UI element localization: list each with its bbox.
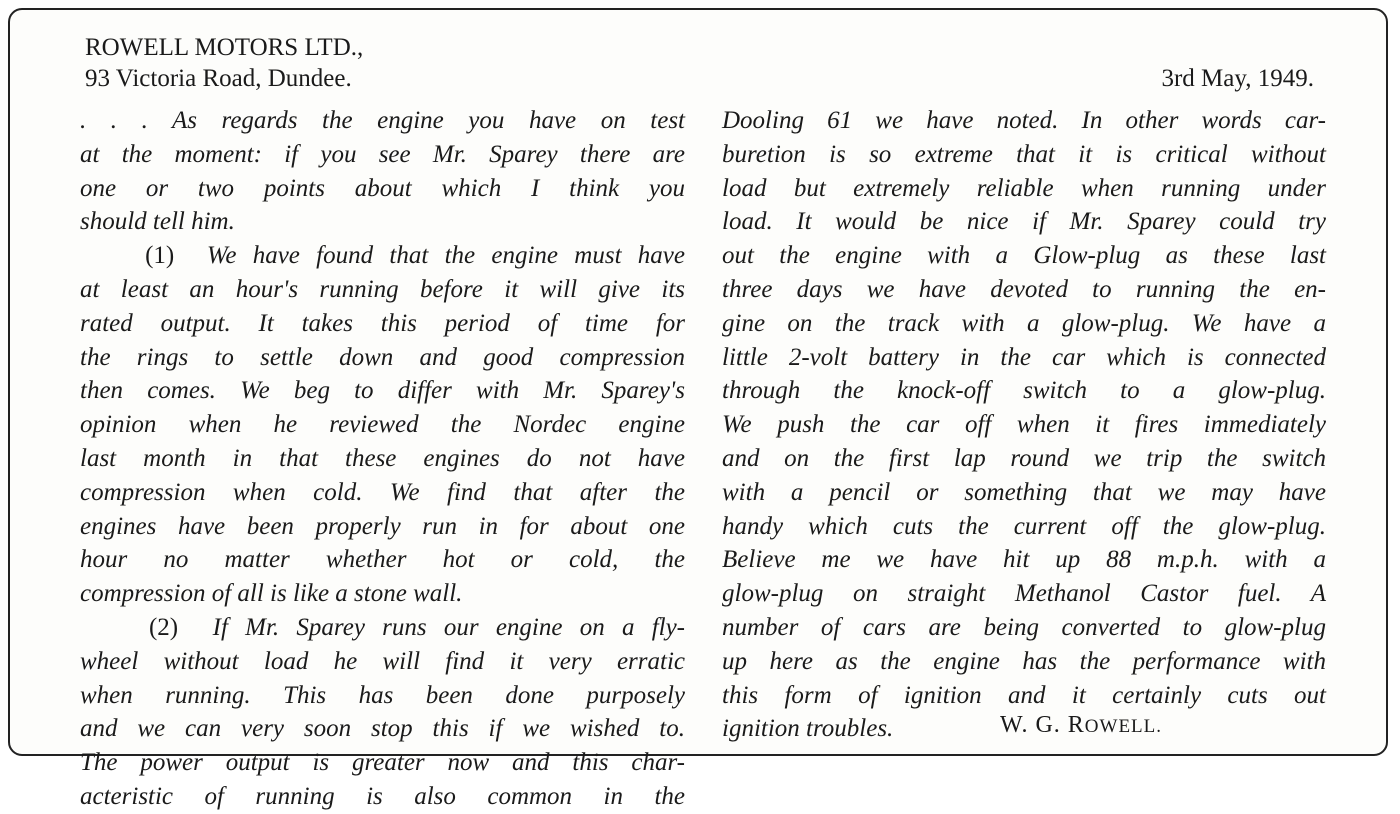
line-text: wheel without load he will find it very erratic	[80, 647, 685, 675]
line-text: at the moment: if you see Mr. Sparey there are	[80, 140, 685, 168]
right-column-line: this form of ignition and it certainly cuts out	[722, 681, 1326, 709]
letter-date: 3rd May, 1949.	[1161, 65, 1314, 92]
left-column-line	[80, 645, 685, 679]
company-address: 93 Victoria Road, Dundee.	[85, 65, 352, 92]
left-column-line	[80, 746, 685, 780]
right-column-line: Dooling 61 we have noted. In other words car-	[722, 107, 1326, 134]
left-column-line	[80, 104, 685, 138]
right-column-line: little 2-volt battery in the car which is connected	[722, 343, 1326, 371]
left-column-line	[80, 341, 685, 375]
letterhead	[85, 32, 363, 94]
right-column-line: load. It would be nice if Mr. Sparey could try	[722, 208, 1326, 236]
left-column-line	[80, 307, 685, 341]
left-column-line	[80, 679, 685, 713]
left-column-line	[80, 510, 685, 544]
left-column-line	[80, 577, 685, 611]
letter-frame	[8, 8, 1388, 810]
left-column-line	[80, 138, 685, 172]
line-text: rated output. It takes this period of time for	[80, 309, 685, 337]
right-column-line: buretion is so extreme that it is critical without	[722, 140, 1326, 168]
left-column-line	[80, 611, 685, 645]
left-column-line	[80, 712, 685, 746]
line-text: engines have been properly run in for about one	[80, 512, 685, 540]
signature-surname: OWELL.	[1084, 716, 1163, 737]
left-column-line	[80, 273, 685, 307]
line-text: opinion when he reviewed the Nordec engine	[80, 411, 685, 439]
line-text: and we can very soon stop this if we wished to.	[80, 715, 685, 743]
line-text: . . . As regards the engine you have on test	[80, 107, 685, 134]
left-column-line	[80, 172, 685, 206]
company-name: ROWELL MOTORS LTD.,	[85, 34, 364, 61]
right-column-line: through the knock-off switch to a glow-plug.	[722, 377, 1326, 405]
line-text: We have found that the engine must have	[206, 242, 685, 270]
paragraph-number: (1)	[80, 242, 207, 270]
signature	[1000, 710, 1162, 742]
left-column-line	[80, 239, 685, 273]
right-column-line: load but extremely reliable when running under	[722, 174, 1326, 202]
left-column-line	[80, 476, 685, 510]
right-column-line: Believe me we have hit up 88 m.p.h. with a	[722, 546, 1326, 574]
right-column	[722, 104, 1326, 746]
line-text: compression of all is like a stone wall.	[80, 580, 463, 608]
left-column-line	[80, 408, 685, 442]
line-text: If Mr. Sparey runs our engine on a fly-	[212, 613, 686, 641]
right-column-line: handy which cuts the current off the glow-plug.	[722, 512, 1326, 540]
right-column-line: glow-plug on straight Methanol Castor fuel. A	[722, 580, 1326, 608]
line-text: last month in that these engines do not have	[80, 444, 685, 472]
left-column-line	[80, 543, 685, 577]
line-text: compression when cold. We find that after the	[80, 478, 685, 506]
signature-initials: W. G. R	[1000, 712, 1085, 738]
right-column-line: up here as the engine has the performance with	[722, 647, 1326, 675]
left-column-line	[80, 442, 685, 476]
right-column-line: and on the first lap round we trip the switch	[722, 444, 1326, 472]
right-column-line: gine on the track with a glow-plug. We have a	[722, 309, 1326, 337]
right-column-line: We push the car off when it fires immediately	[722, 411, 1326, 439]
line-text: at least an hour's running before it will give its	[80, 275, 685, 303]
right-column-line: out the engine with a Glow-plug as these last	[722, 242, 1326, 270]
line-text: then comes. We beg to differ with Mr. Sparey's	[80, 377, 685, 405]
line-text: The power output is greater now and this char-	[80, 749, 685, 777]
left-column	[80, 104, 685, 814]
right-column-line: with a pencil or something that we may have	[722, 478, 1326, 506]
left-column-line	[80, 780, 685, 814]
right-column-line: ignition troubles.	[722, 715, 894, 743]
line-text: hour no matter whether hot or cold, the	[80, 546, 685, 574]
right-column-line: number of cars are being converted to glow-plug	[722, 613, 1326, 641]
line-text: the rings to settle down and good compression	[80, 343, 685, 371]
line-text: acteristic of running is also common in the	[80, 782, 685, 810]
left-column-line	[80, 374, 685, 408]
right-column-line: three days we have devoted to running the en-	[722, 275, 1326, 303]
line-text: one or two points about which I think you	[80, 174, 685, 202]
line-text: should tell him.	[80, 208, 235, 236]
line-text: when running. This has been done purposely	[80, 681, 685, 709]
left-column-line	[80, 205, 685, 239]
paragraph-number: (2)	[80, 613, 213, 641]
